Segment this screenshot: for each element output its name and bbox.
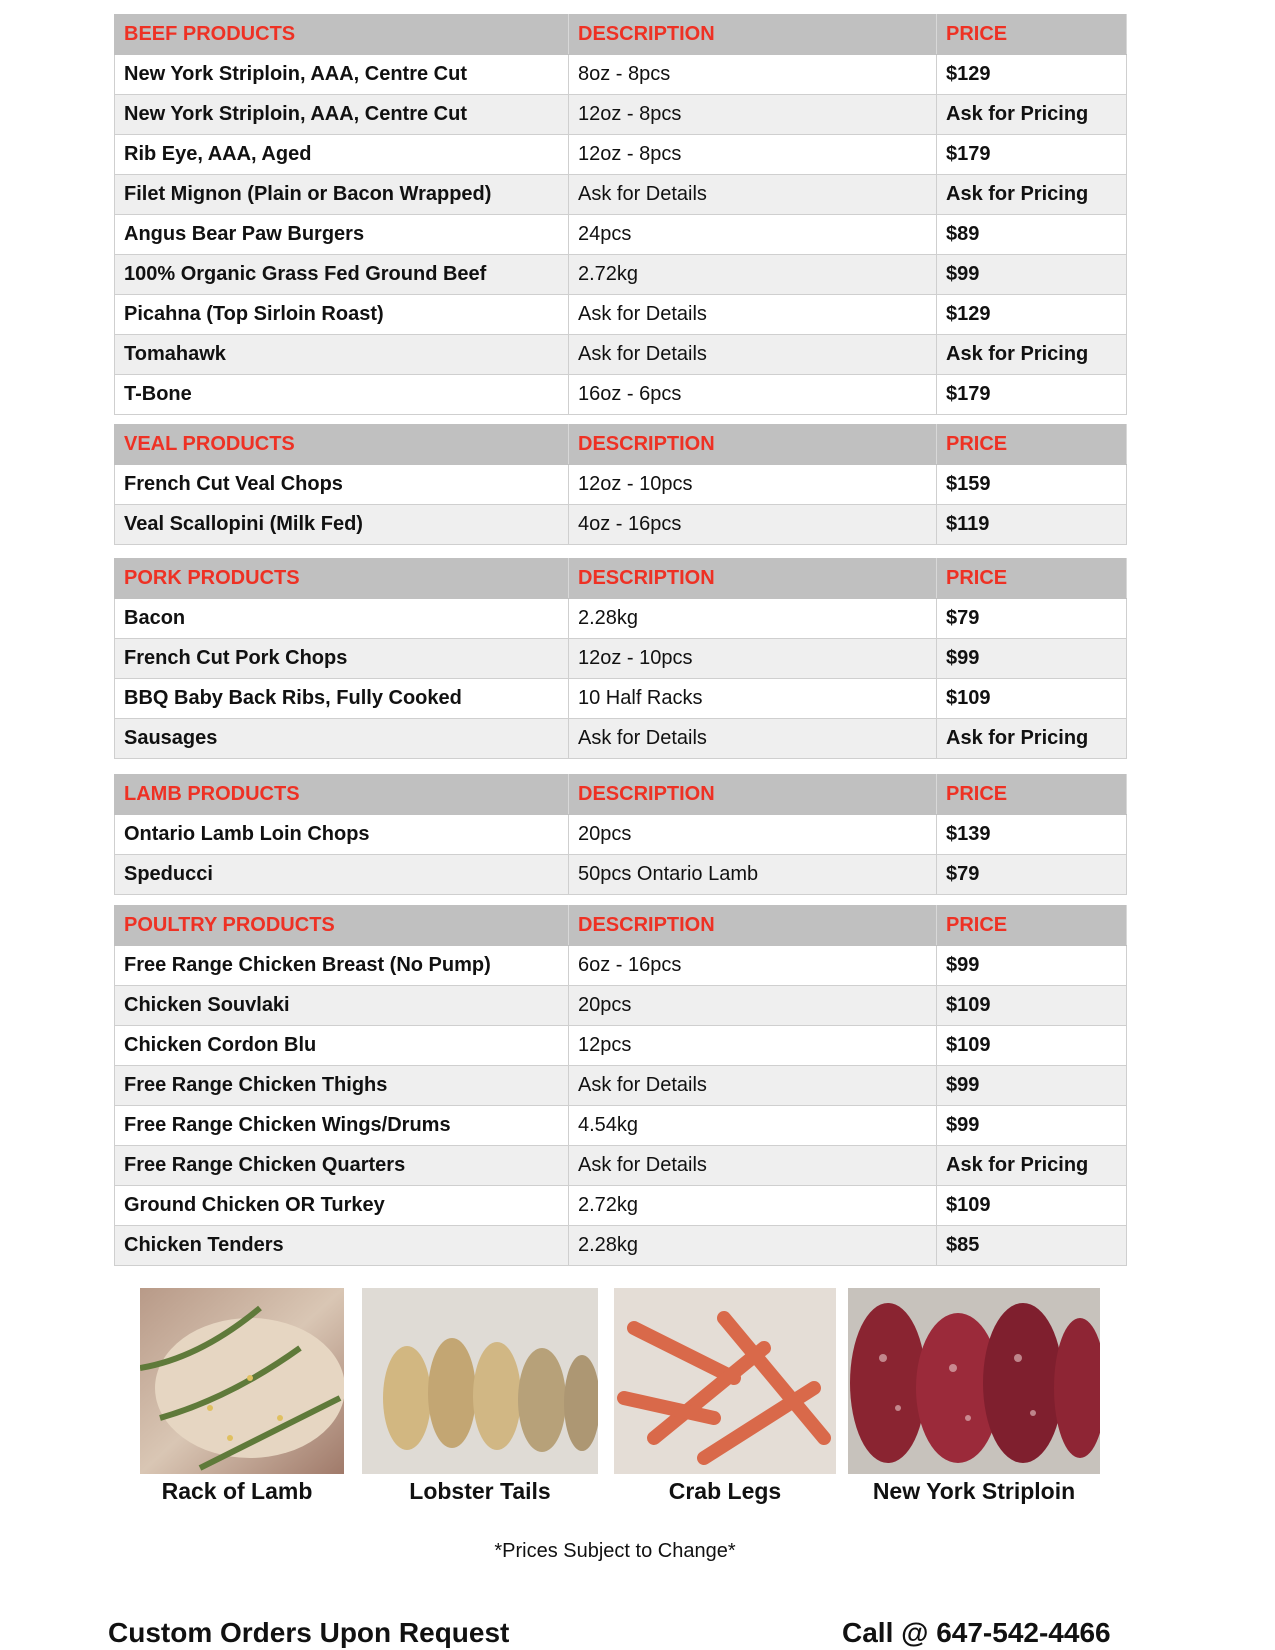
table-header-row [115,906,1127,946]
product-name-cell: Sausages [115,719,569,759]
table-row [115,295,1127,335]
price-cell: Ask for Pricing [937,719,1127,759]
phone-number: Call @ 647-542-4466 [842,1617,1111,1648]
table-row [115,505,1127,545]
table-row [115,1066,1127,1106]
description-column-header: DESCRIPTION [569,559,937,599]
price-cell: $85 [937,1226,1127,1266]
new-york-striploin-photo [848,1288,1100,1474]
product-name-cell: Veal Scallopini (Milk Fed) [115,505,569,545]
table-row [115,1026,1127,1066]
price-column-header: PRICE [937,15,1127,55]
table-row [115,335,1127,375]
price-cell: $109 [937,679,1127,719]
table-row [115,375,1127,415]
lobster-tails-photo [362,1288,598,1474]
price-cell: $179 [937,135,1127,175]
product-name-cell: Filet Mignon (Plain or Bacon Wrapped) [115,175,569,215]
description-cell: 2.28kg [569,599,937,639]
price-column-header: PRICE [937,906,1127,946]
product-name-cell: Chicken Cordon Blu [115,1026,569,1066]
product-name-cell: T-Bone [115,375,569,415]
table-row [115,639,1127,679]
table-row [115,255,1127,295]
product-name-cell: Angus Bear Paw Burgers [115,215,569,255]
product-name-cell: New York Striploin, AAA, Centre Cut [115,95,569,135]
custom-orders-note: Custom Orders Upon Request [108,1617,510,1648]
price-cell: $99 [937,255,1127,295]
price-cell: $99 [937,946,1127,986]
description-column-header: DESCRIPTION [569,15,937,55]
product-name-cell: Chicken Tenders [115,1226,569,1266]
table-header-row [115,775,1127,815]
table-row [115,679,1127,719]
table-row [115,946,1127,986]
product-column-header: LAMB PRODUCTS [115,775,569,815]
description-cell: 50pcs Ontario Lamb [569,855,937,895]
product-name-cell: Ontario Lamb Loin Chops [115,815,569,855]
product-name-cell: New York Striploin, AAA, Centre Cut [115,55,569,95]
price-cell: $79 [937,855,1127,895]
product-name-cell: BBQ Baby Back Ribs, Fully Cooked [115,679,569,719]
table-row [115,719,1127,759]
crab-legs-photo [614,1288,836,1474]
price-cell: $179 [937,375,1127,415]
product-column-header: PORK PRODUCTS [115,559,569,599]
price-cell: $139 [937,815,1127,855]
description-cell: 12oz - 8pcs [569,135,937,175]
description-cell: 6oz - 16pcs [569,946,937,986]
price-cell: $109 [937,1026,1127,1066]
price-cell: $129 [937,295,1127,335]
description-cell: 2.28kg [569,1226,937,1266]
product-name-cell: Bacon [115,599,569,639]
price-cell: Ask for Pricing [937,335,1127,375]
table-row [115,815,1127,855]
description-cell: Ask for Details [569,719,937,759]
table-row [115,1146,1127,1186]
new-york-striploin-caption: New York Striploin [872,1478,1076,1504]
poultry-products-table [114,905,1127,1266]
rack-of-lamb-photo [140,1288,344,1474]
description-cell: 16oz - 6pcs [569,375,937,415]
description-cell: 2.72kg [569,1186,937,1226]
product-name-cell: Free Range Chicken Quarters [115,1146,569,1186]
product-name-cell: Chicken Souvlaki [115,986,569,1026]
price-cell: $159 [937,465,1127,505]
description-cell: 20pcs [569,815,937,855]
description-cell: 12pcs [569,1026,937,1066]
product-column-header: BEEF PRODUCTS [115,15,569,55]
price-column-header: PRICE [937,559,1127,599]
description-cell: 8oz - 8pcs [569,55,937,95]
lamb-products-table [114,774,1127,895]
description-cell: Ask for Details [569,295,937,335]
price-cell: $79 [937,599,1127,639]
product-column-header: VEAL PRODUCTS [115,425,569,465]
price-column-header: PRICE [937,425,1127,465]
description-cell: 12oz - 8pcs [569,95,937,135]
description-column-header: DESCRIPTION [569,775,937,815]
pork-products-table [114,558,1127,759]
description-cell: 4.54kg [569,1106,937,1146]
table-row [115,855,1127,895]
description-cell: 10 Half Racks [569,679,937,719]
table-header-row [115,425,1127,465]
description-cell: Ask for Details [569,1146,937,1186]
price-cell: $129 [937,55,1127,95]
price-disclaimer: *Prices Subject to Change* [494,1540,736,1562]
description-cell: Ask for Details [569,175,937,215]
description-cell: Ask for Details [569,1066,937,1106]
description-column-header: DESCRIPTION [569,425,937,465]
product-name-cell: Speducci [115,855,569,895]
price-cell: $99 [937,1066,1127,1106]
price-cell: $89 [937,215,1127,255]
table-row [115,215,1127,255]
product-name-cell: Ground Chicken OR Turkey [115,1186,569,1226]
price-cell: $119 [937,505,1127,545]
description-column-header: DESCRIPTION [569,906,937,946]
price-cell: $99 [937,639,1127,679]
table-header-row [115,559,1127,599]
price-cell: Ask for Pricing [937,1146,1127,1186]
product-name-cell: Tomahawk [115,335,569,375]
product-name-cell: Picahna (Top Sirloin Roast) [115,295,569,335]
table-row [115,986,1127,1026]
table-row [115,1186,1127,1226]
product-name-cell: Free Range Chicken Wings/Drums [115,1106,569,1146]
product-name-cell: Free Range Chicken Thighs [115,1066,569,1106]
table-row [115,1226,1127,1266]
table-header-row [115,15,1127,55]
product-name-cell: 100% Organic Grass Fed Ground Beef [115,255,569,295]
table-row [115,1106,1127,1146]
price-cell: Ask for Pricing [937,175,1127,215]
price-cell: $109 [937,986,1127,1026]
description-cell: 12oz - 10pcs [569,639,937,679]
table-row [115,175,1127,215]
crab-legs-caption: Crab Legs [668,1478,782,1504]
product-column-header: POULTRY PRODUCTS [115,906,569,946]
description-cell: 12oz - 10pcs [569,465,937,505]
table-row [115,95,1127,135]
veal-products-table [114,424,1127,545]
product-name-cell: Free Range Chicken Breast (No Pump) [115,946,569,986]
price-cell: Ask for Pricing [937,95,1127,135]
product-name-cell: Rib Eye, AAA, Aged [115,135,569,175]
table-row [115,55,1127,95]
price-cell: $99 [937,1106,1127,1146]
description-cell: Ask for Details [569,335,937,375]
product-name-cell: French Cut Pork Chops [115,639,569,679]
description-cell: 4oz - 16pcs [569,505,937,545]
lobster-tails-caption: Lobster Tails [409,1478,551,1504]
table-row [115,135,1127,175]
price-column-header: PRICE [937,775,1127,815]
description-cell: 24pcs [569,215,937,255]
beef-products-table [114,14,1127,415]
product-name-cell: French Cut Veal Chops [115,465,569,505]
price-cell: $109 [937,1186,1127,1226]
description-cell: 20pcs [569,986,937,1026]
table-row [115,599,1127,639]
rack-of-lamb-caption: Rack of Lamb [161,1478,313,1504]
table-row [115,465,1127,505]
description-cell: 2.72kg [569,255,937,295]
